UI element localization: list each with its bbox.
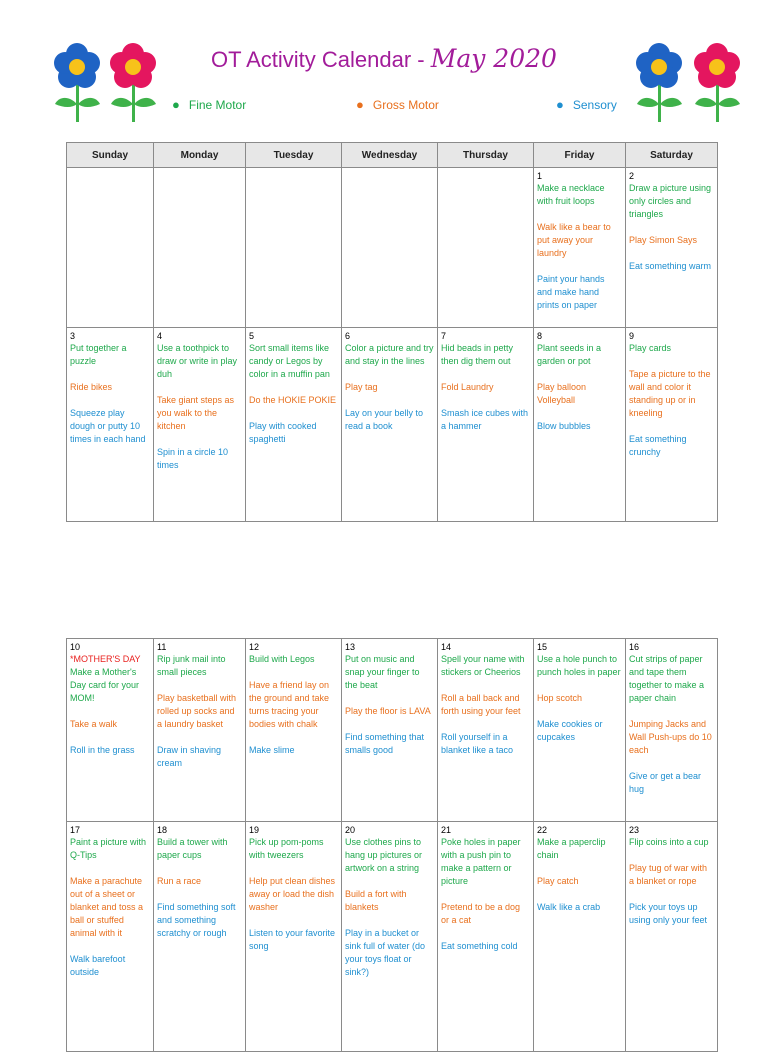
day-number: 17 xyxy=(70,825,81,835)
week-row xyxy=(67,168,718,328)
day-number: 18 xyxy=(157,825,168,835)
day-number: 21 xyxy=(441,825,452,835)
day-number: 23 xyxy=(629,825,640,835)
activity-gross: Play basketball with rolled up socks and a laundry basket xyxy=(157,693,237,729)
activity-fine: Pick up pom-poms with tweezers xyxy=(249,837,324,860)
week-row xyxy=(67,328,718,522)
activity-sensory: Squeeze play dough or putty 10 times in each hand xyxy=(70,408,146,444)
day-number: 7 xyxy=(441,331,447,341)
day-cell-5 xyxy=(246,328,342,522)
activity-sensory: Eat something warm xyxy=(629,261,712,271)
legend-fine-motor xyxy=(172,97,246,112)
activity-fine: Build with Legos xyxy=(249,654,315,664)
day-cell-14 xyxy=(438,639,534,822)
day-number: 14 xyxy=(441,642,452,652)
activity-gross: Take giant steps as you walk to the kitchen xyxy=(157,395,235,431)
activity-gross: Build a fort with blankets xyxy=(345,889,407,912)
weekday-header: Tuesday xyxy=(246,143,342,168)
activity-sensory: Play with cooked spaghetti xyxy=(249,421,317,444)
activity-sensory: Eat something cold xyxy=(441,941,518,951)
bullet-icon: ● xyxy=(556,97,564,112)
activity-fine: Color a picture and try and stay in the lines xyxy=(345,343,434,366)
legend-sensory xyxy=(556,97,617,112)
activity-gross: Tape a picture to the wall and color it standing up or in kneeling xyxy=(629,369,711,418)
week-row xyxy=(67,639,718,822)
activity-sensory: Draw in shaving cream xyxy=(157,745,222,768)
legend-gross-motor xyxy=(356,97,439,112)
activity-gross: Play Simon Says xyxy=(629,235,698,245)
legend-label: Sensory xyxy=(572,98,617,112)
activity-fine: Put together a puzzle xyxy=(70,343,127,366)
calendar-table-bottom xyxy=(66,638,718,1052)
activity-fine: Make a Mother's Day card for your MOM! xyxy=(70,667,140,703)
activity-fine: Use a hole punch to punch holes in paper xyxy=(537,654,621,677)
activity-gross: Play balloon Volleyball xyxy=(537,382,587,405)
day-number: 10 xyxy=(70,642,81,652)
activity-fine: Plant seeds in a garden or pot xyxy=(537,343,602,366)
day-cell-9 xyxy=(626,328,718,522)
weekday-header: Friday xyxy=(534,143,626,168)
activity-fine: Rip junk mail into small pieces xyxy=(157,654,226,677)
activity-sensory: Paint your hands and make hand prints on paper xyxy=(537,274,605,310)
day-cell-16 xyxy=(626,639,718,822)
day-cell-12 xyxy=(246,639,342,822)
activity-sensory: Give or get a bear hug xyxy=(629,771,702,794)
activity-sensory: Find something that smalls good xyxy=(345,732,425,755)
weekday-header-row xyxy=(67,143,718,168)
day-cell-18 xyxy=(154,822,246,1052)
activity-gross: Jumping Jacks and Wall Push-ups do 10 each xyxy=(629,719,712,755)
day-number: 2 xyxy=(629,171,635,181)
day-cell-8 xyxy=(534,328,626,522)
activity-gross: Fold Laundry xyxy=(441,382,494,392)
title-month: May 2020 xyxy=(430,44,557,73)
page-title xyxy=(0,44,768,73)
activity-fine: Flip coins into a cup xyxy=(629,837,709,847)
activity-gross: Hop scotch xyxy=(537,693,583,703)
day-number: 8 xyxy=(537,331,543,341)
activity-sensory: Walk barefoot outside xyxy=(70,954,126,977)
activity-sensory: Roll yourself in a blanket like a taco xyxy=(441,732,514,755)
day-cell-empty xyxy=(438,168,534,328)
day-cell-17 xyxy=(67,822,154,1052)
day-number: 9 xyxy=(629,331,635,341)
activity-gross: Play tug of war with a blanket or rope xyxy=(629,863,708,886)
day-cell-empty xyxy=(342,168,438,328)
weekday-header: Wednesday xyxy=(342,143,438,168)
activity-fine: Make a paperclip chain xyxy=(537,837,606,860)
weekday-header: Saturday xyxy=(626,143,718,168)
activity-sensory: Make cookies or cupcakes xyxy=(537,719,603,742)
activity-fine: Sort small items like candy or Legos by color in a muffin pan xyxy=(249,343,330,379)
day-cell-13 xyxy=(342,639,438,822)
activity-gross: Walk like a bear to put away your laundry xyxy=(537,222,611,258)
activity-fine: Build a tower with paper cups xyxy=(157,837,228,860)
weekday-header: Thursday xyxy=(438,143,534,168)
activity-sensory: Play in a bucket or sink full of water (do your toys float or sink?) xyxy=(345,928,426,977)
weekday-header: Monday xyxy=(154,143,246,168)
activity-gross: Play tag xyxy=(345,382,378,392)
activity-sensory: Roll in the grass xyxy=(70,745,135,755)
day-number: 6 xyxy=(345,331,351,341)
activity-sensory: Lay on your belly to read a book xyxy=(345,408,424,431)
activity-fine: Play cards xyxy=(629,343,672,353)
bullet-icon: ● xyxy=(172,97,180,112)
activity-special: *MOTHER'S DAY xyxy=(70,654,141,664)
day-cell-19 xyxy=(246,822,342,1052)
activity-fine: Put on music and snap your finger to the beat xyxy=(345,654,420,690)
calendar-table-top xyxy=(66,142,718,522)
day-number: 13 xyxy=(345,642,356,652)
day-cell-11 xyxy=(154,639,246,822)
activity-fine: Hid beads in petty then dig them out xyxy=(441,343,514,366)
day-cell-20 xyxy=(342,822,438,1052)
legend-label: Gross Motor xyxy=(372,98,439,112)
day-number: 1 xyxy=(537,171,543,181)
day-number: 20 xyxy=(345,825,356,835)
day-cell-6 xyxy=(342,328,438,522)
activity-gross: Pretend to be a dog or a cat xyxy=(441,902,521,925)
activity-fine: Draw a picture using only circles and triangles xyxy=(629,183,712,219)
day-cell-21 xyxy=(438,822,534,1052)
activity-fine: Make a necklace with fruit loops xyxy=(537,183,605,206)
activity-fine: Spell your name with stickers or Cheerios xyxy=(441,654,525,677)
day-cell-3 xyxy=(67,328,154,522)
activity-sensory: Listen to your favorite song xyxy=(249,928,336,951)
activity-sensory: Blow bubbles xyxy=(537,421,591,431)
day-cell-15 xyxy=(534,639,626,822)
activity-fine: Paint a picture with Q-Tips xyxy=(70,837,147,860)
day-number: 16 xyxy=(629,642,640,652)
activity-sensory: Pick your toys up using only your feet xyxy=(629,902,708,925)
day-number: 12 xyxy=(249,642,260,652)
day-cell-23 xyxy=(626,822,718,1052)
day-cell-empty xyxy=(67,168,154,328)
day-number: 22 xyxy=(537,825,548,835)
bullet-icon: ● xyxy=(356,97,364,112)
activity-gross: Make a parachute out of a sheet or blanket and toss a ball or stuffed animal with it xyxy=(70,876,144,938)
activity-gross: Help put clean dishes away or load the dish washer xyxy=(249,876,336,912)
activity-sensory: Spin in a circle 10 times xyxy=(157,447,229,470)
activity-sensory: Find something soft and something scratchy or rough xyxy=(157,902,236,938)
activity-gross: Run a race xyxy=(157,876,202,886)
day-number: 15 xyxy=(537,642,548,652)
activity-fine: Use clothes pins to hang up pictures or artwork on a string xyxy=(345,837,423,873)
activity-gross: Take a walk xyxy=(70,719,118,729)
activity-sensory: Walk like a crab xyxy=(537,902,601,912)
activity-sensory: Eat something crunchy xyxy=(629,434,687,457)
day-cell-4 xyxy=(154,328,246,522)
week-row xyxy=(67,822,718,1052)
activity-gross: Roll a ball back and forth using your feet xyxy=(441,693,521,716)
activity-gross: Play catch xyxy=(537,876,579,886)
day-number: 4 xyxy=(157,331,163,341)
day-cell-22 xyxy=(534,822,626,1052)
activity-gross: Ride bikes xyxy=(70,382,113,392)
day-cell-1 xyxy=(534,168,626,328)
title-main: OT Activity Calendar - xyxy=(211,47,425,72)
activity-fine: Use a toothpick to draw or write in play duh xyxy=(157,343,238,379)
day-cell-10 xyxy=(67,639,154,822)
activity-gross: Do the HOKIE POKIE xyxy=(249,395,337,405)
day-number: 11 xyxy=(157,642,167,652)
legend-label: Fine Motor xyxy=(188,98,247,112)
activity-fine: Cut strips of paper and tape them together to make a paper chain xyxy=(629,654,705,703)
day-cell-2 xyxy=(626,168,718,328)
activity-gross: Have a friend lay on the ground and take turns tracing your bodies with chalk xyxy=(249,680,330,729)
day-cell-empty xyxy=(154,168,246,328)
activity-fine: Poke holes in paper with a push pin to make a pattern or picture xyxy=(441,837,521,886)
day-cell-empty xyxy=(246,168,342,328)
activity-sensory: Make slime xyxy=(249,745,295,755)
weekday-header: Sunday xyxy=(67,143,154,168)
activity-gross: Play the floor is LAVA xyxy=(345,706,431,716)
day-number: 5 xyxy=(249,331,255,341)
day-number: 19 xyxy=(249,825,260,835)
day-number: 3 xyxy=(70,331,76,341)
day-cell-7 xyxy=(438,328,534,522)
activity-sensory: Smash ice cubes with a hammer xyxy=(441,408,529,431)
